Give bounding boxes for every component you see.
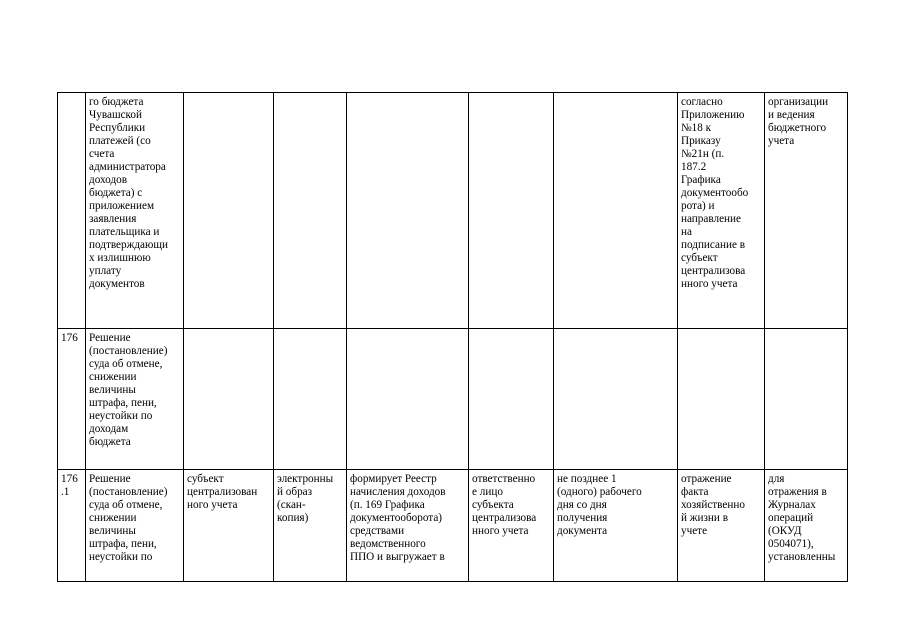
reflection-cell bbox=[678, 329, 765, 470]
reflection-cell: отражение факта хозяйственно й жизни в учете bbox=[678, 470, 765, 582]
creator-cell bbox=[184, 329, 274, 470]
purpose-cell bbox=[765, 329, 848, 470]
reflection-cell: согласно Приложению №18 к Приказу №21н (п. 187.2 Графика документообо рота) и направление на подписание в субъект централизова нного учета bbox=[678, 93, 765, 329]
document-table bbox=[57, 92, 848, 582]
responsible-cell bbox=[469, 93, 554, 329]
deadline-cell bbox=[554, 329, 678, 470]
document-name-cell: го бюджета Чувашской Республики платежей (со счета администратора доходов бюджета) с приложением заявления плательщика и подтверждающи х излишнюю уплату документов bbox=[86, 93, 184, 329]
purpose-cell: организации и ведения бюджетного учета bbox=[765, 93, 848, 329]
table-row bbox=[58, 470, 848, 582]
purpose-cell: для отражения в Журналах операций (ОКУД 0504071), установленны bbox=[765, 470, 848, 582]
table-row bbox=[58, 329, 848, 470]
responsible-cell bbox=[469, 329, 554, 470]
deadline-cell bbox=[554, 93, 678, 329]
responsible-cell: ответственно е лицо субъекта централизова нного учета bbox=[469, 470, 554, 582]
deadline-cell: не позднее 1 (одного) рабочего дня со дня получения документа bbox=[554, 470, 678, 582]
actions-cell: формирует Реестр начисления доходов (п. 169 Графика документооборота) средствами ведомственного ППО и выгружает в bbox=[347, 470, 469, 582]
actions-cell bbox=[347, 329, 469, 470]
row-number-cell bbox=[58, 93, 86, 329]
table-row bbox=[58, 93, 848, 329]
form-cell bbox=[274, 93, 347, 329]
creator-cell bbox=[184, 93, 274, 329]
row-number-cell: 176 bbox=[58, 329, 86, 470]
document-name-cell: Решение (постановление) суда об отмене, снижении величины штрафа, пени, неустойки по доходам бюджета bbox=[86, 329, 184, 470]
row-number-cell: 176 .1 bbox=[58, 470, 86, 582]
form-cell: электронны й образ (скан- копия) bbox=[274, 470, 347, 582]
form-cell bbox=[274, 329, 347, 470]
document-name-cell: Решение (постановление) суда об отмене, снижении величины штрафа, пени, неустойки по bbox=[86, 470, 184, 582]
creator-cell: субъект централизован ного учета bbox=[184, 470, 274, 582]
actions-cell bbox=[347, 93, 469, 329]
